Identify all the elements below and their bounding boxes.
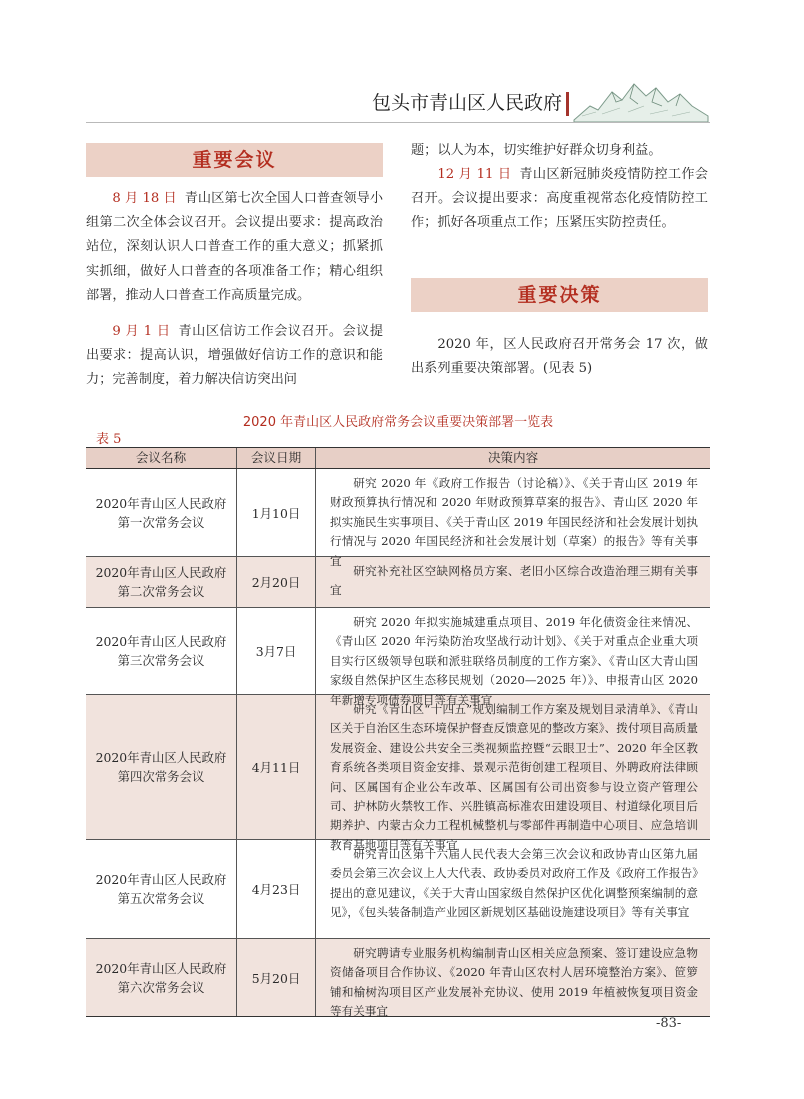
table-cell-name: 2020年青山区人民政府第一次常务会议 — [95, 495, 227, 530]
table-row — [86, 469, 710, 568]
table-cell-name: 2020年青山区人民政府第六次常务会议 — [95, 960, 227, 995]
header-divider — [86, 122, 710, 123]
table-cell-content: 研究青山区第十六届人民代表大会第三次会议和政协青山区第九届委员会第三次会议上人大代表、政协委员对政府工作及《政府工作报告》提出的意见建议，《关于大青山国家级自然保护区优化调整预案编制的意见》，《包头装备制造产业园区新规划区基础设施建设项目》等有关事宜 — [330, 847, 698, 920]
table-row — [86, 608, 710, 707]
table-row — [86, 939, 710, 1019]
table-header-name: 会议名称 — [135, 450, 187, 465]
table-cell-name: 2020年青山区人民政府第三次常务会议 — [95, 634, 227, 668]
paragraph-dec-11 — [411, 163, 708, 236]
table-cell-content: 研究补充社区空缺网格员方案、老旧小区综合改造治理三期有关事宜 — [330, 564, 698, 598]
paragraph-date: 8 月 18 日 — [112, 191, 177, 206]
header-accent-bar — [566, 92, 569, 116]
table-cell-content: 研究《青山区“十四五”规划编制工作方案及规划目录清单》、《青山区关于自治区生态环境保护督查反馈意见的整改方案》、拨付项目高质量发展资金、建设公共安全三类视频监控暨“云眼卫士”、2020 年全区教育系统各类项目资金安排、景观示范街创建工程项目、外聘政府法律顾问、区属国有企业公车改革、区属国有公司出资参与设立资产管理公司、护林防火禁牧工作、兴胜镇高标准农田建设项目、村道绿化项目后期养护、内蒙古众力工程机械整机与零部件再制造中心项目、应急培训教育基地项目等有关事宜 — [330, 702, 698, 852]
table-cell-date: 4月23日 — [236, 840, 316, 938]
table-header-content: 决策内容 — [487, 450, 539, 465]
paragraph-text: 青山区新冠肺炎疫情防控工作会召开。会议提出要求：高度重视常态化疫情防控工作；抓好各项重点工作；压紧压实防控责任。 — [411, 167, 708, 231]
paragraph-text: 青山区信访工作会议召开。会议提出要求：提高认识，增强做好信访工作的意识和能力；完善制度，着力解决信访突出问 — [86, 324, 384, 388]
table-cell-name: 2020年青山区人民政府第四次常务会议 — [95, 750, 227, 784]
table-cell-content: 研究聘请专业服务机构编制青山区相关应急预案、签订建设应急物资储备项目合作协议、《2020 年青山区农村人居环境整治方案》、笸箩铺和榆树沟项目区产业发展补充协议、使用 2019 年植被恢复项目资金等有关事宜 — [330, 946, 698, 1019]
section-title-important-decisions: 重要决策 — [411, 278, 708, 312]
table-cell-date: 2月20日 — [236, 557, 316, 607]
table-row — [86, 557, 710, 608]
table-cell-date: 4月11日 — [236, 695, 316, 839]
table-cell-name: 2020年青山区人民政府第二次常务会议 — [95, 565, 227, 599]
table-header-date: 会议日期 — [236, 448, 316, 468]
paragraph-aug-18 — [86, 187, 383, 308]
paragraph-sep-1 — [86, 320, 383, 393]
table-header-row — [86, 448, 710, 469]
table-cell-date: 3月7日 — [236, 608, 316, 694]
decisions-table — [86, 447, 710, 1017]
table-row — [86, 695, 710, 852]
table-cell-name: 2020年青山区人民政府第五次常务会议 — [95, 872, 227, 906]
section-title-important-meetings: 重要会议 — [86, 143, 383, 177]
table-cell-date: 1月10日 — [236, 469, 316, 556]
paragraph-decisions-intro: 2020 年，区人民政府召开常务会 17 次，做出系列重要决策部署。(见表 5) — [411, 337, 708, 377]
header-title: 包头市青山区人民政府 — [372, 92, 563, 114]
table-title: 2020 年青山区人民政府常务会议重要决策部署一览表 — [242, 415, 554, 430]
paragraph-continuation: 题；以人为本，切实维护好群众切身利益。 — [411, 143, 662, 158]
table-cell-content: 研究 2020 年《政府工作报告（讨论稿）》、《关于青山区 2019 年财政预算执行情况和 2020 年财政预算草案的报告》、青山区 2020 年拟实施民生实事项目、《关于青山区 2019 年国民经济和社会发展计划执行情况与 2020 年国民经济和社会发展计划（草案）的报告》等有关事宜 — [330, 476, 698, 568]
table-cell-content: 研究 2020 年拟实施城建重点项目、2019 年化债资金往来情况、《青山区 2020 年污染防治攻坚战行动计划》、《关于对重点企业重大项目实行区级领导包联和派驻联络员制度的工作方案》、《青山区大青山国家级自然保护区生态移民规划（2020—2025 年）》、申报青山区 2020 年新增专项债券项目等有关事宜 — [330, 615, 698, 707]
paragraph-text: 青山区第七次全国人口普查领导小组第二次全体会议召开。会议提出要求：提高政治站位，深刻认识人口普查工作的重大意义；抓紧抓实抓细，做好人口普查的各项准备工作；精心组织部署，推动人口普查工作高质量完成。 — [86, 191, 384, 303]
table-row — [86, 840, 710, 939]
mountain-illustration-icon — [572, 76, 710, 122]
paragraph-date: 12 月 11 日 — [437, 167, 512, 182]
table-cell-date: 5月20日 — [236, 939, 316, 1016]
table-label: 表 5 — [96, 432, 122, 447]
paragraph-date: 9 月 1 日 — [112, 324, 171, 339]
page-number: -83- — [656, 1016, 682, 1031]
